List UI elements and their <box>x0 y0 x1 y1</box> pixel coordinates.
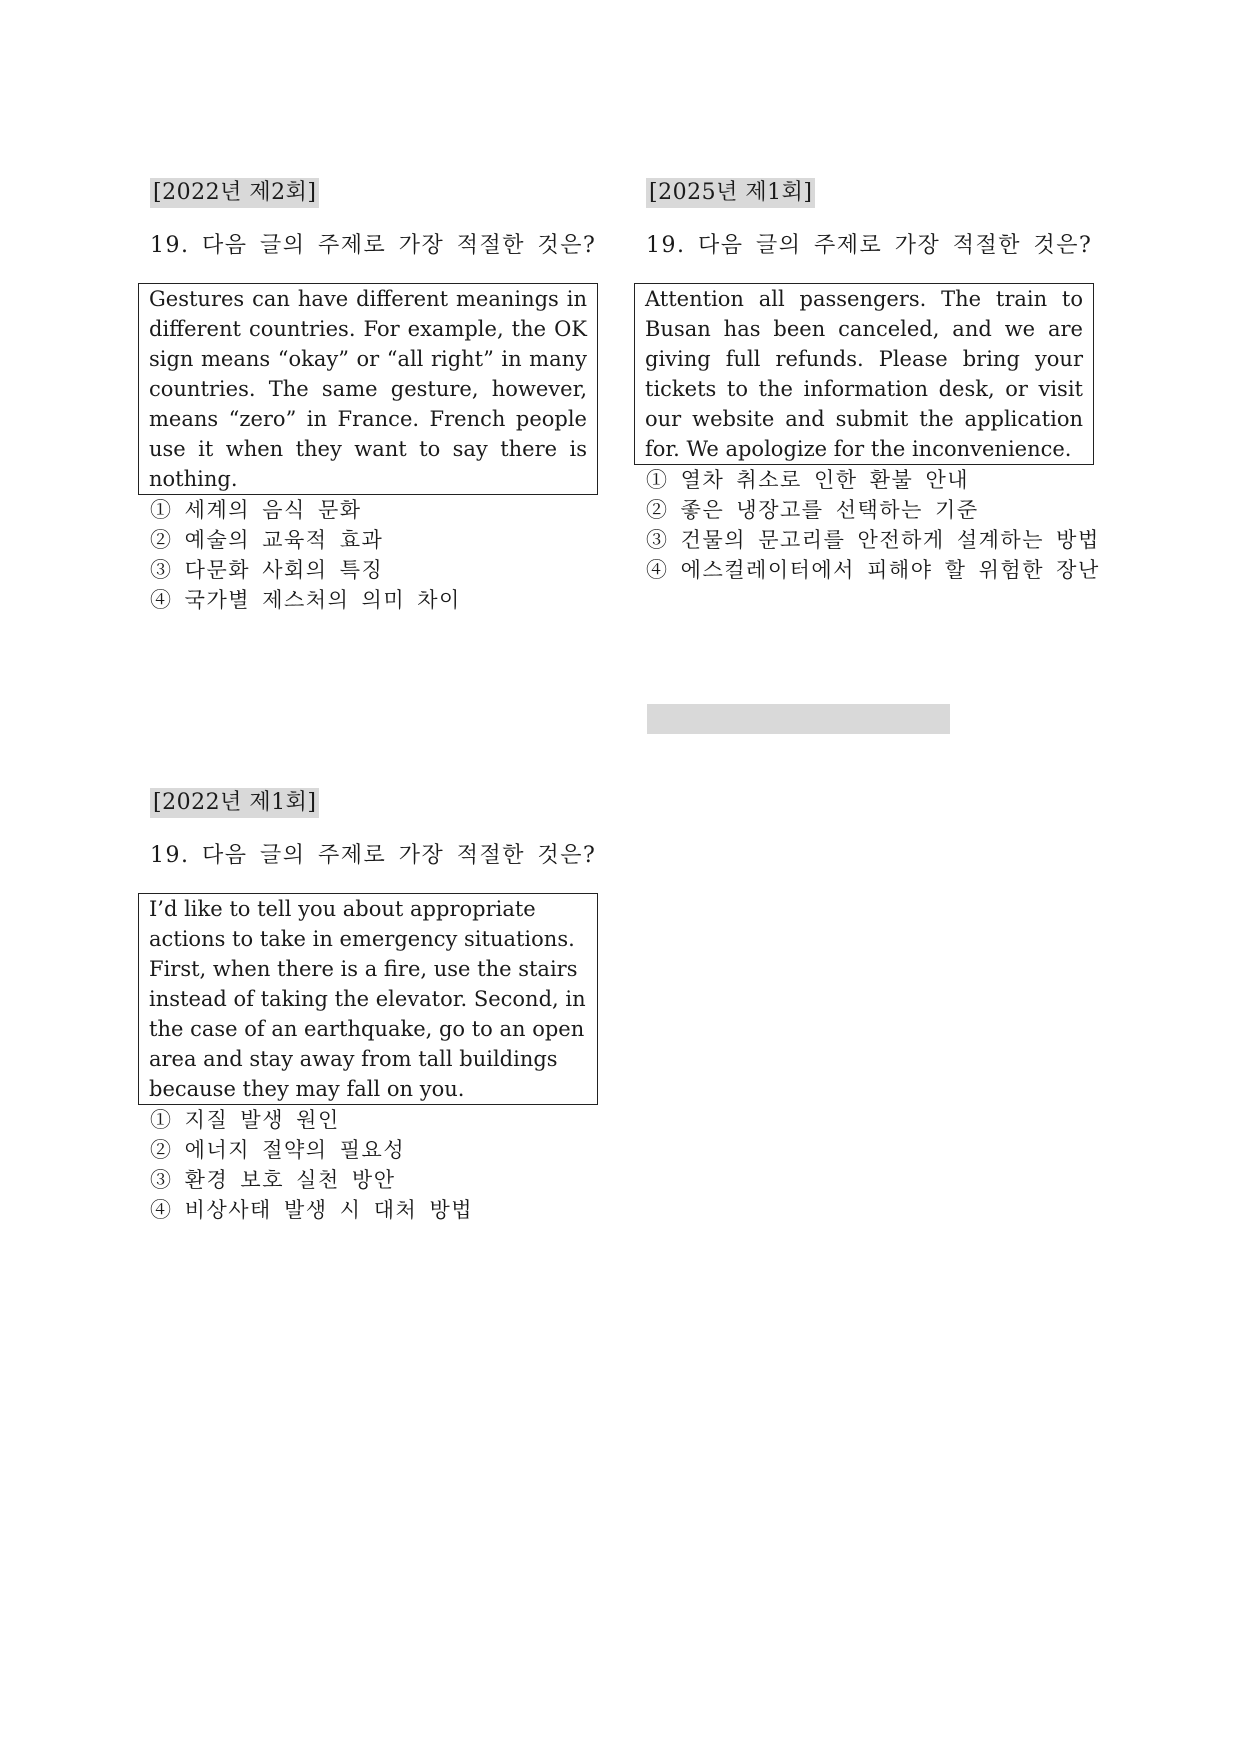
option-1: ① 열차 취소로 인한 환불 안내 <box>646 468 970 492</box>
passage-box: Gestures can have different meanings in different countries. For example, the OK sign means “okay” or “all right” in many countries. The same gesture, however, means “zero” in France. French people use it when they want to say there is nothing. <box>138 283 598 495</box>
option-4: ④ 에스컬레이터에서 피해야 할 위험한 장난 <box>646 558 1100 582</box>
question-block-2022-2 <box>138 178 598 615</box>
option-3: ③ 환경 보호 실천 방안 <box>150 1168 396 1192</box>
passage-box: Attention all passengers. The train to Busan has been canceled, and we are giving full refunds. Please bring your tickets to the information desk, or visit our website and submit the application for. We apologize for the inconvenience. <box>634 283 1094 465</box>
option-3: ③ 다문화 사회의 특징 <box>150 558 384 582</box>
question-text: 19. 다음 글의 주제로 가장 적절한 것은? <box>150 233 597 258</box>
option-1: ① 지질 발생 원인 <box>150 1108 340 1132</box>
passage-box: I’d like to tell you about appropriate actions to take in emergency situations. First, when there is a fire, use the stairs instead of taking the elevator. Second, in the case of an earthquake, go to an open area and stay away from tall buildings because they may fall on you. <box>138 893 598 1105</box>
option-2: ② 에너지 절약의 필요성 <box>150 1138 406 1162</box>
question-block-2022-1 <box>138 788 598 1225</box>
exam-tag: [2022년 제2회] <box>150 178 319 208</box>
answer-options <box>138 495 598 615</box>
exam-tag: [2025년 제1회] <box>646 178 815 208</box>
answer-options <box>138 1105 598 1225</box>
question-block-2025-1 <box>634 178 1100 585</box>
question-text: 19. 다음 글의 주제로 가장 적절한 것은? <box>150 843 597 868</box>
option-2: ② 예술의 교육적 효과 <box>150 528 384 552</box>
option-3: ③ 건물의 문고리를 안전하게 설계하는 방법 <box>646 528 1100 552</box>
exam-tag: [2022년 제1회] <box>150 788 319 818</box>
option-4: ④ 비상사태 발생 시 대처 방법 <box>150 1198 474 1222</box>
highlight-bar <box>647 704 950 734</box>
option-1: ① 세계의 음식 문화 <box>150 498 362 522</box>
answer-options <box>634 465 1100 585</box>
option-2: ② 좋은 냉장고를 선택하는 기준 <box>646 498 979 522</box>
option-4: ④ 국가별 제스처의 의미 차이 <box>150 588 461 612</box>
question-text: 19. 다음 글의 주제로 가장 적절한 것은? <box>646 233 1093 258</box>
